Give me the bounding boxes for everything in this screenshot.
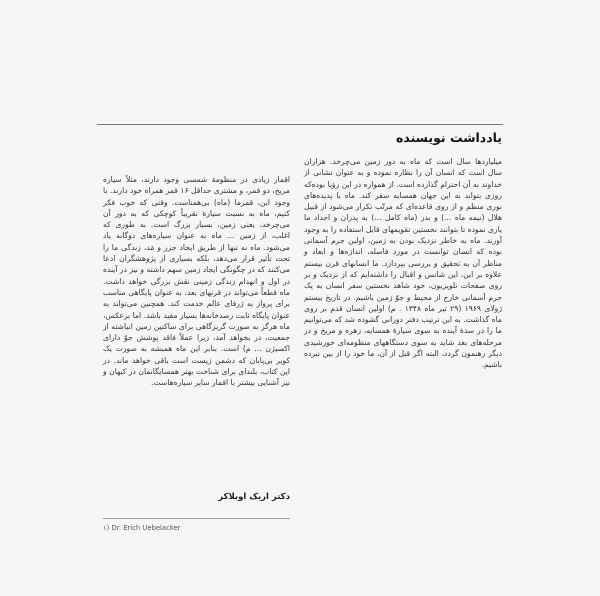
footnote: ۱) Dr. Erich Uebelacker (103, 524, 181, 532)
section-heading: یادداشت نویسنده (395, 130, 502, 145)
right-column-text (304, 156, 502, 371)
left-column-paragraph: اقمار زیادی در منظومهٔ شمسی وجود دارند، مثلاً سیاره مریخ، دو قمر، و مشتری حداقل ۱۶ قمر همراه خود دارند. با وجود این، قمرما (ماه) بی‌همتاست. وقتی که خوب فکر کنیم، ماه به نسبت سیارهٔ تقریباً کوچکی که به دور آن می‌چرخد، یعنی زمین، بسیار بزرگ است. به طوری که اغلب، از زمین ... ماه به عنوان سیاره‌های دوگانه یاد می‌شود. ماه نه تنها از طریق ایجاد جزر و مَد، زندگی ما را تحت تأثیر قرار می‌دهد، بلکه بسیاری از پژوهشگران ادعا می‌کنند که در چگونگی ایجاد زمین سهم داشته و نیز در آینده در اول و انهدام زندگی زمینی نقش بزرگی خواهد داشت. ماه قطعاً می‌تواند در قرنهای بعد، به عنوان پایگاهی مناسب برای پرواز به ژرفای عالم خدمت کند. همچنین می‌تواند به عنوان پایگاه ثابت رصدخانه‌ها بسیار مفید باشد. اما برعکس، ماه هرگز به صورت گریزگاهی برای ساکنین زمین انباشته از جمعیت، در بخواهد آمد، زیرا عملاً فاقد پوشش جوّ دارای اکسیژن ... م) است. بنابر این ماه همیشه به صورت یک کویر بی‌پایان که دشمن زیست است باقی خواهد ماند. در این کتاب، بلندای برای شناخت بهتر همسایگانمان در کیهان و نیز آشنایی بیشتر با اقمار سایر سیاره‌هاست. (103, 175, 290, 388)
author-signature: دکتر اریک اوبلاکر (218, 492, 290, 502)
left-column-text (103, 174, 290, 389)
footnote-divider (103, 518, 290, 519)
top-divider (97, 124, 503, 125)
right-column-paragraph: میلیاردها سال است که ماه به دور زمین می‌چرخد. هزاران سال است که انسان آن را نظاره نموده و به عنوان نشانی از خداوند به آن احترام گذارده است. از همواره در این رؤیا بوده‌که روزی بتواند به این جهان همسایه سفر کند. ماه با پدیده‌های نوری منظم و از روی قاعده‌ای که مرتّب تکرار می‌شود از قبیل هلال (نیمه ماه ...) و بدر (ماه کامل ...) به پدران و اجداد ما یاری نموده تا بتوانند نخستین تقویمهای قابل استفاده را به وجود آورند. ماه به خاطر نزدیک بودن به زمین، اولین جرم آسمانی بوده که انسان توانست در مورد فاصله، اندازه‌ها و ابعاد و مناظر آن به تحقیق و بررسی بپردازد. ما انسانهای قرن بیستم علاوه بر این، این شانس و اقبال را داشته‌ایم که از نزدیک و بر روی صفحات تلویزیون، خود شاهد نخستین سفر انسان به یک جرم آسمانی خارج از محیط و جوّ زمین باشیم. در تاریخ بیستم ژولای ۱۹۶۹ (۲۹ تیر ماه ۱۳۴۸ . م) اولین انسان قدم بر روی ماه گذاشت. به این ترتیب دفتر دورانی گشوده شد که می‌توانیم ما را در سدهٔ آینده به سوی سیارهٔ همسایه، زهره و مریخ و در مرحله‌های بعد شاید به سوی دستگاههای منظومه‌ای خورشیدی دیگر رهنمون گردد، البته اگر قبل از آن، ما خود را از بین نبرده باشیم. (304, 157, 502, 370)
